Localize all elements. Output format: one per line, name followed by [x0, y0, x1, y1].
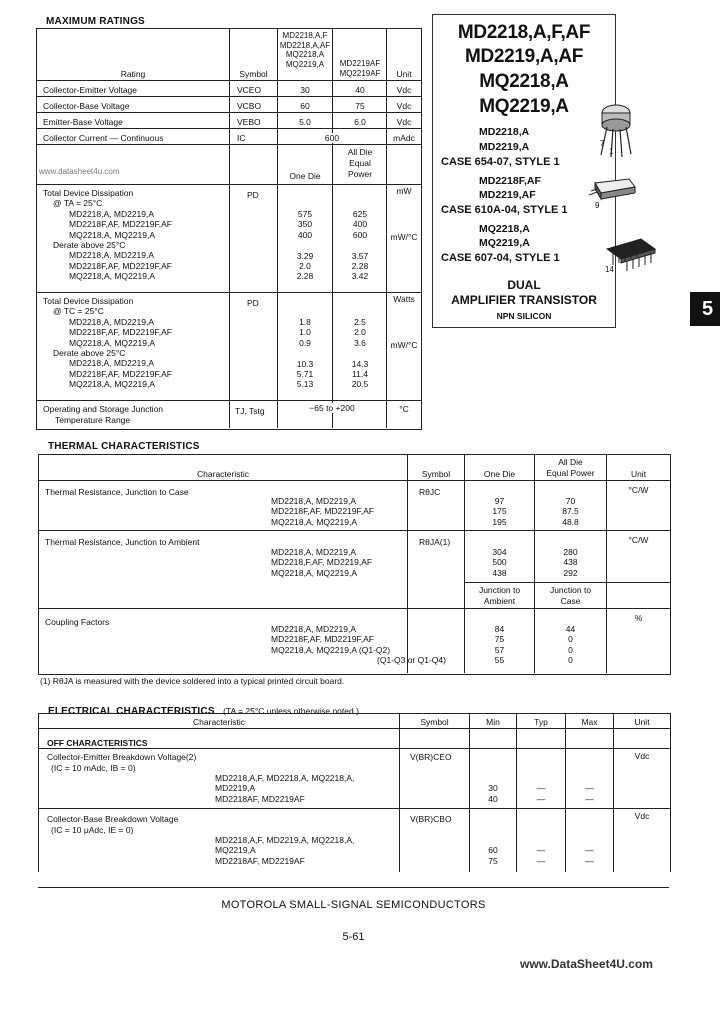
bvcbo-min [470, 835, 516, 866]
part-number: MQ2218,A [479, 71, 569, 92]
divider [37, 128, 421, 129]
value: 10.3 [296, 358, 314, 369]
value: 84 [494, 624, 505, 634]
bvceo-max [566, 773, 613, 804]
value: 0 [568, 655, 573, 666]
device-line: MD2219,A [215, 783, 256, 794]
value: 75 [494, 634, 505, 645]
header-col1-line: MQ2219,A [285, 59, 325, 69]
rating-row-symbol: VCEO [237, 85, 262, 95]
thermal-jc-devices [271, 496, 374, 527]
pkg3-device: MQ2218,A [479, 223, 530, 235]
part-number: MQ2219,A [479, 96, 569, 117]
value: 2.28 [351, 261, 369, 272]
value: 3.57 [351, 250, 369, 261]
max-ratings-table [36, 28, 422, 430]
value [517, 773, 565, 783]
pd2-title: Total Device Dissipation [43, 296, 134, 306]
rating-row-value: 40 [355, 85, 365, 95]
label-line: Collector-Base Breakdown Voltage [47, 814, 179, 824]
header-all-die [535, 457, 606, 479]
electrical-conditions: (TA = 25°C unless otherwise noted.) [223, 706, 359, 716]
section-off-characteristics: OFF CHARACTERISTICS [47, 738, 148, 748]
device-subtitle: NPN SILICON [496, 311, 552, 321]
footer-website[interactable]: www.DataSheet4U.com [520, 957, 653, 971]
pd1-device: MD2218F,AF, MD2219F,AF [69, 219, 172, 230]
pin-label: 1 [609, 147, 614, 156]
rating-row-symbol: IC [237, 133, 246, 143]
value: — [585, 783, 594, 794]
header-line: Junction to [478, 585, 521, 595]
pd2-device: MQ2218,A, MQ2219,A [69, 379, 155, 390]
value: — [536, 793, 546, 804]
pd1-labels [43, 188, 172, 282]
pd2-labels [43, 296, 172, 390]
value [470, 773, 516, 783]
pd2-device: MQ2218,A, MQ2219,A [69, 337, 155, 348]
thermal-jc-all [535, 496, 606, 527]
value: 438 [563, 557, 578, 568]
pd2-unit: Watts [393, 294, 415, 304]
header-unit: Unit [396, 69, 412, 79]
thermal-table [38, 454, 671, 675]
thermal-ja-label: Thermal Resistance, Junction to Ambient [45, 537, 200, 547]
divider [37, 96, 421, 97]
value: 350 [297, 219, 313, 230]
header-col1 [277, 31, 333, 69]
value [566, 835, 613, 845]
value: 70 [565, 496, 576, 506]
header-line: All Die [558, 457, 583, 467]
part-number: MD2218,A,F,AF [457, 22, 591, 43]
value: 0 [568, 644, 573, 655]
device-line: MQ2219,A [215, 845, 256, 856]
value: 75 [488, 855, 498, 866]
value: 1.8 [299, 317, 311, 327]
watermark-text: www.datasheet4u.com [39, 167, 120, 176]
header-line: Ambient [483, 596, 516, 606]
value: 0 [568, 634, 573, 645]
bvcbo-max [566, 835, 613, 866]
rating-row-symbol: VCBO [237, 101, 262, 111]
coupling-jc-values [535, 624, 606, 666]
header-max: Max [581, 717, 598, 727]
value: 60 [488, 845, 498, 856]
subheader-line: All Die [347, 147, 373, 157]
pkg3-case: CASE 607-04, STYLE 1 [441, 252, 560, 264]
divider [39, 748, 670, 749]
device-line: MD2218F,AF, MD2219F,AF [271, 634, 374, 645]
value: 87.5 [562, 506, 579, 517]
pd2-all-values [333, 317, 387, 390]
value: 3.42 [351, 271, 369, 282]
value: 0.9 [299, 337, 311, 348]
value: 55 [494, 655, 505, 666]
pd2-one-values [278, 317, 332, 390]
rating-row-label: Collector-Emitter Voltage [43, 85, 138, 95]
value: 3.6 [354, 337, 366, 348]
pd2-unit2: mW/°C [390, 340, 418, 350]
header-symbol: Symbol [421, 469, 451, 479]
value: 292 [563, 567, 578, 578]
value: 11.4 [352, 369, 368, 380]
divider [39, 530, 670, 531]
header-typ: Typ [534, 717, 548, 727]
value: 304 [492, 547, 507, 557]
subheader-all-die [333, 147, 387, 180]
value: 5.13 [296, 379, 314, 390]
device-line: MQ2218,A, MQ2219,A (Q1-Q2) [271, 644, 391, 655]
pd1-device: MD2218F,AF, MD2219F,AF [69, 260, 172, 271]
divider [39, 808, 670, 809]
value [470, 835, 516, 845]
divider [464, 582, 670, 583]
value: 195 [492, 516, 507, 527]
header-characteristic: Characteristic [193, 717, 245, 727]
divider [37, 400, 421, 401]
divider [39, 480, 670, 481]
header-col1-line: MD2218,A,F [282, 31, 328, 40]
rating-row-value: 75 [355, 101, 365, 111]
value: 3.29 [296, 250, 314, 261]
thermal-ja-all [535, 547, 606, 578]
rating-row-value: 60 [300, 101, 310, 111]
rating-row-label: Collector-Base Voltage [43, 101, 130, 111]
rating-row-value: 5.0 [299, 117, 311, 127]
value: — [536, 845, 546, 856]
bvceo-min [470, 773, 516, 804]
pd1-unit: mW [396, 186, 412, 196]
footer-company: MOTOROLA SMALL-SIGNAL SEMICONDUCTORS [221, 899, 486, 911]
device-line: MD2218,A,F, MD2219,A, MQ2218,A, [215, 835, 355, 845]
bvceo-symbol: V(BR)CEO [410, 752, 452, 762]
value [517, 835, 565, 845]
part-number: MD2219,A,AF [464, 46, 584, 67]
value: 44 [565, 624, 576, 634]
coupling-label: Coupling Factors [45, 617, 110, 627]
value: 5.71 [296, 369, 314, 380]
thermal-ja-unit: °C/W [628, 535, 649, 545]
divider [37, 144, 421, 145]
device-line: MD2218,F,AF, MD2219,AF [271, 557, 373, 568]
bvceo-devices [215, 773, 354, 804]
label-line: (IC = 10 mAdc, IB = 0) [51, 763, 136, 773]
device-description [433, 278, 615, 308]
metal-can-package-icon [591, 99, 641, 161]
pd1-device: MD2218,A, MD2219,A [69, 208, 155, 219]
footer-rule [38, 887, 669, 888]
value: — [536, 855, 546, 866]
value: 575 [297, 209, 313, 219]
header-col2-line: MQ2219AF [339, 68, 381, 78]
bvceo-label [47, 752, 196, 774]
pkg2-device: MD2218F,AF [479, 175, 541, 187]
label-line: Collector-Emitter Breakdown Voltage(2) [47, 752, 197, 762]
subheader-line: Equal [349, 158, 371, 168]
section-tab-number: 5 [702, 298, 714, 320]
device-line: (Q1-Q3 or Q1-Q4) [377, 655, 446, 666]
rating-row-unit: Vdc [396, 85, 412, 95]
rating-row-label: Collector Current — Continuous [43, 133, 164, 143]
electrical-title: ELECTRICAL CHARACTERISTICS [48, 706, 215, 717]
device-line: MD2218,A, MD2219,A [271, 547, 357, 557]
temp-symbol: TJ, Tstg [235, 406, 265, 416]
pin-label: 7 [600, 139, 605, 148]
device-line: MD2218AF, MD2219AF [215, 793, 305, 804]
coupling-header-jc [535, 585, 606, 607]
pd1-device: MQ2218,A, MQ2219,A [69, 271, 155, 282]
pd2-device: MD2218F,AF, MD2219F,AF [69, 368, 172, 379]
pkg1-device: MD2219,A [479, 141, 530, 153]
pin-label: 9 [595, 201, 600, 210]
pd2-device: MD2218,A, MD2219,A [69, 316, 155, 327]
divider [37, 292, 421, 293]
header-characteristic: Characteristic [197, 469, 249, 479]
subheader-line: Power [347, 169, 373, 179]
pkg3-device: MQ2219,A [479, 237, 530, 249]
thermal-jc-unit: °C/W [628, 485, 649, 495]
temp-label [43, 404, 163, 426]
divider [39, 728, 670, 729]
value: 57 [494, 644, 505, 655]
value: 438 [492, 567, 507, 578]
rating-row-value: 6.0 [354, 117, 366, 127]
value: 40 [488, 793, 498, 804]
device-line: MD2218,A, MD2219,A [271, 496, 357, 506]
thermal-footnote: (1) RθJA is measured with the device soldered into a typical printed circuit board. [40, 676, 345, 686]
desc-line: AMPLIFIER TRANSISTOR [451, 293, 597, 307]
thermal-ja-devices [271, 547, 372, 578]
coupling-unit: % [634, 613, 643, 623]
rating-row-symbol: VEBO [237, 117, 261, 127]
value: 2.0 [299, 261, 311, 272]
value: — [585, 855, 594, 866]
header-col1-line: MD2218,A,AF [279, 40, 331, 50]
value: 280 [563, 547, 578, 557]
pd2-derate: Derate above 25°C [53, 348, 126, 359]
value: 400 [297, 229, 313, 240]
value: 2.5 [354, 317, 366, 327]
desc-line: DUAL [507, 278, 541, 292]
value: 30 [488, 783, 498, 794]
value: — [585, 845, 594, 856]
header-symbol: Symbol [239, 69, 268, 79]
device-line: MQ2218,A, MQ2219,A [271, 516, 357, 527]
divider [37, 112, 421, 113]
pd1-derate: Derate above 25°C [53, 240, 126, 251]
label-line: (IC = 10 μAdc, IE = 0) [51, 825, 134, 835]
header-rating: Rating [120, 69, 146, 79]
bvceo-typ [517, 773, 565, 804]
pkg1-device: MD2218,A [479, 126, 530, 138]
rating-row-value: 600 [278, 133, 386, 143]
bvceo-unit: Vdc [634, 751, 650, 761]
value: — [536, 783, 546, 794]
device-line: MQ2218,A, MQ2219,A [271, 567, 357, 578]
header-unit: Unit [630, 469, 647, 479]
header-line: Case [560, 596, 581, 606]
divider [37, 80, 421, 81]
pd1-unit2: mW/°C [390, 232, 418, 242]
value: 625 [352, 209, 368, 219]
divider [613, 714, 614, 872]
pd1-device: MD2218,A, MD2219,A [69, 250, 155, 261]
header-symbol: Symbol [420, 717, 449, 727]
thermal-jc-label: Thermal Resistance, Junction to Case [45, 487, 189, 497]
pkg1-case: CASE 654-07, STYLE 1 [441, 156, 560, 168]
rating-row-unit: mAdc [393, 133, 415, 143]
device-line: MD2218,A,F, MD2218,A, MQ2218,A, [215, 773, 355, 783]
pd1-symbol: PD [247, 190, 259, 200]
value: 20.5 [351, 379, 369, 390]
temp-unit: °C [399, 404, 409, 414]
coupling-devices [271, 624, 446, 666]
value: 400 [352, 219, 368, 230]
value: 2.0 [354, 327, 366, 338]
electrical-table [38, 713, 671, 872]
subheader-one-die: One Die [289, 171, 321, 181]
rating-row-unit: Vdc [396, 117, 412, 127]
coupling-ja-values [465, 624, 534, 666]
pd1-one-values [278, 209, 332, 282]
value: 500 [492, 557, 507, 568]
header-one-die: One Die [483, 469, 516, 479]
bvcbo-label [47, 814, 178, 836]
divider [229, 29, 230, 428]
pd2-device: MD2218,A, MD2219,A [69, 358, 155, 369]
header-col2 [333, 59, 387, 78]
device-line: MD2218,A, MD2219,A [271, 624, 357, 634]
thermal-ja-one [465, 547, 534, 578]
value: 1.0 [299, 327, 311, 338]
coupling-header-ja [465, 585, 534, 607]
temp-line: Operating and Storage Junction [43, 404, 164, 414]
rating-row-value: 30 [300, 85, 310, 95]
divider [37, 184, 421, 185]
rating-row-unit: Vdc [396, 101, 412, 111]
value: 2.28 [296, 271, 314, 282]
value: 48.8 [562, 516, 579, 527]
value: 175 [492, 506, 507, 517]
pd1-title: Total Device Dissipation [43, 188, 134, 198]
pd1-device: MQ2218,A, MQ2219,A [69, 229, 155, 240]
header-min: Min [486, 717, 500, 727]
thermal-ja-symbol: RθJA(1) [419, 537, 451, 547]
section-tab [690, 292, 720, 326]
rating-row-label: Emitter-Base Voltage [43, 117, 123, 127]
pin-label: 14 [605, 265, 614, 274]
bvcbo-unit: Vdc [634, 811, 650, 821]
value [566, 773, 613, 783]
value: 600 [352, 229, 368, 240]
bvcbo-typ [517, 835, 565, 866]
header-col2-line: MD2219AF [339, 59, 381, 68]
divider [399, 714, 400, 872]
thermal-jc-one [465, 496, 534, 527]
pd2-cond: @ TC = 25°C [53, 306, 104, 317]
device-line: MD2218AF, MD2219AF [215, 855, 305, 866]
value: 14.3 [351, 358, 369, 369]
header-unit: Unit [634, 717, 650, 727]
temp-line: Temperature Range [55, 415, 131, 425]
value: — [585, 793, 594, 804]
header-line: Junction to [549, 585, 592, 595]
divider [39, 608, 670, 609]
temp-value: −65 to +200 [278, 403, 386, 413]
max-ratings-title: MAXIMUM RATINGS [46, 16, 145, 27]
thermal-title: THERMAL CHARACTERISTICS [48, 441, 200, 452]
pd2-device: MD2218F,AF, MD2219F,AF [69, 327, 172, 338]
pd2-symbol: PD [247, 298, 259, 308]
header-line: Equal Power [546, 468, 595, 478]
bvcbo-devices [215, 835, 354, 866]
pkg2-device: MD2219,AF [479, 189, 536, 201]
header-col1-line: MQ2218,A [285, 50, 325, 59]
part-box [432, 14, 616, 328]
thermal-jc-symbol: RθJC [419, 487, 441, 497]
value: 97 [494, 496, 505, 506]
bvcbo-symbol: V(BR)CBO [410, 814, 452, 824]
page-number: 5-61 [342, 931, 365, 943]
pkg2-case: CASE 610A-04, STYLE 1 [441, 204, 568, 216]
device-line: MD2218F,AF, MD2219F,AF [271, 506, 374, 517]
pd1-cond: @ TA = 25°C [53, 198, 103, 209]
pd1-all-values [333, 209, 387, 282]
